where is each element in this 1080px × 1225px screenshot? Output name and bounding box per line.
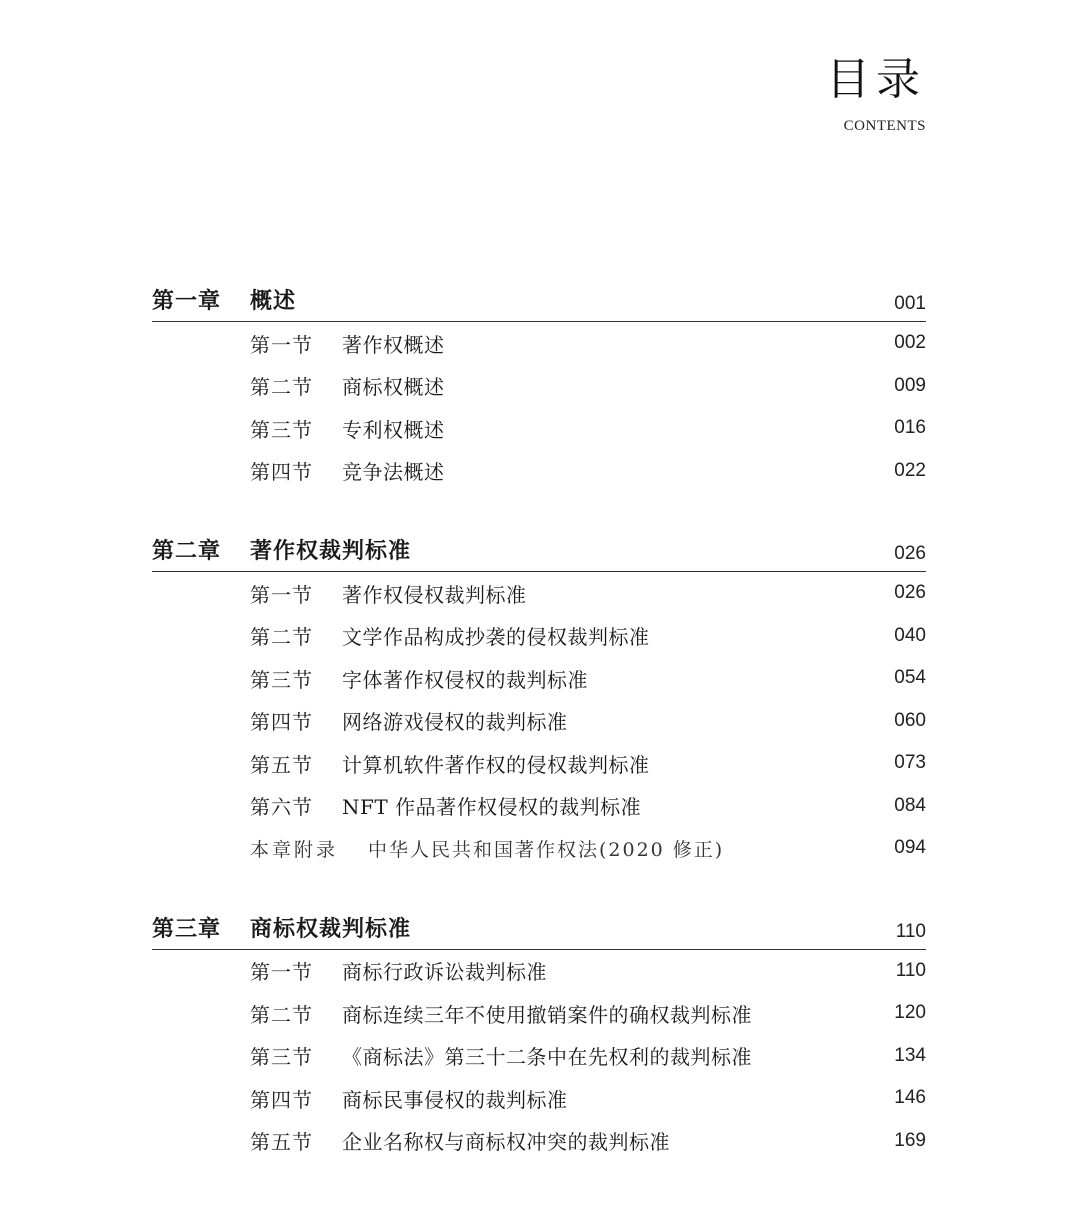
chapter-heading[interactable] <box>152 906 926 950</box>
appendix-title: 中华人民共和国著作权法(2020 修正) <box>368 838 725 861</box>
page-number: 016 <box>894 417 926 439</box>
section-number: 第四节 <box>250 710 313 735</box>
section-entry[interactable] <box>152 1120 926 1163</box>
section-number: 第三节 <box>250 1045 313 1070</box>
section-title: 著作权侵权裁判标准 <box>342 582 527 607</box>
chapter-heading[interactable] <box>152 278 926 322</box>
page-number: 054 <box>894 667 926 689</box>
table-of-contents <box>152 278 926 1198</box>
section-title: 字体著作权侵权的裁判标准 <box>342 667 588 692</box>
section-entry[interactable] <box>152 950 926 993</box>
chapter-1 <box>152 278 926 492</box>
section-number: 第五节 <box>250 1130 313 1155</box>
section-entry[interactable] <box>152 450 926 493</box>
section-entry[interactable] <box>152 322 926 365</box>
section-entry[interactable] <box>152 657 926 700</box>
chapter-number: 第三章 <box>152 915 222 942</box>
section-title: 商标民事侵权的裁判标准 <box>342 1087 568 1112</box>
section-number: 第五节 <box>250 752 313 777</box>
page-number: 110 <box>895 920 926 942</box>
section-number: 第二节 <box>250 1002 313 1027</box>
section-number: 第二节 <box>250 375 313 400</box>
section-entry[interactable] <box>152 700 926 743</box>
section-number: 第二节 <box>250 625 313 650</box>
section-entry[interactable] <box>152 1035 926 1078</box>
chapter-3 <box>152 906 926 1163</box>
section-title: 企业名称权与商标权冲突的裁判标准 <box>342 1130 670 1155</box>
section-number: 第三节 <box>250 417 313 442</box>
section-entry[interactable] <box>152 1077 926 1120</box>
chapter-title: 著作权裁判标准 <box>250 538 412 564</box>
section-entry[interactable] <box>152 365 926 408</box>
section-number: 第一节 <box>250 582 313 607</box>
page-number: 060 <box>894 709 926 731</box>
section-entry[interactable] <box>152 572 926 615</box>
page-number: 120 <box>894 1002 926 1024</box>
page-number: 009 <box>894 374 926 396</box>
section-number: 第四节 <box>250 1087 313 1112</box>
section-number: 第一节 <box>250 960 313 985</box>
chapter-title: 概述 <box>250 288 297 314</box>
section-entry[interactable] <box>152 992 926 1035</box>
page-number: 094 <box>894 837 926 859</box>
section-title: 网络游戏侵权的裁判标准 <box>342 710 568 735</box>
section-number: 第六节 <box>250 795 313 820</box>
section-entry[interactable] <box>152 742 926 785</box>
section-title: NFT 作品著作权侵权的裁判标准 <box>342 795 642 820</box>
section-number: 第四节 <box>250 460 313 485</box>
page-number: 001 <box>894 293 926 314</box>
page-number: 026 <box>894 582 926 604</box>
section-number: 第三节 <box>250 667 313 692</box>
section-title: 著作权概述 <box>342 332 445 357</box>
section-title: 计算机软件著作权的侵权裁判标准 <box>342 752 650 777</box>
appendix-entry[interactable] <box>152 827 926 870</box>
section-title: 商标连续三年不使用撤销案件的确权裁判标准 <box>342 1002 752 1027</box>
page-number: 040 <box>894 624 926 646</box>
section-entry[interactable] <box>152 407 926 450</box>
section-number: 第一节 <box>250 332 313 357</box>
section-title: 文学作品构成抄袭的侵权裁判标准 <box>342 625 650 650</box>
section-title: 《商标法》第三十二条中在先权利的裁判标准 <box>342 1045 752 1070</box>
chapter-heading[interactable] <box>152 528 926 572</box>
section-title: 专利权概述 <box>342 417 445 442</box>
page-number: 026 <box>894 543 926 564</box>
page-number: 134 <box>894 1044 926 1066</box>
chapter-title: 商标权裁判标准 <box>250 915 412 942</box>
page-number: 146 <box>894 1087 926 1109</box>
page-number: 022 <box>894 459 926 481</box>
section-entry[interactable] <box>152 785 926 828</box>
section-title: 商标行政诉讼裁判标准 <box>342 960 547 985</box>
chapter-number: 第二章 <box>152 538 222 564</box>
section-entry[interactable] <box>152 615 926 658</box>
page-number: 073 <box>894 752 926 774</box>
section-title: 商标权概述 <box>342 375 445 400</box>
page-subtitle: CONTENTS <box>843 118 926 134</box>
page-title: 目录 <box>826 54 926 105</box>
appendix-label: 本章附录 <box>250 838 339 861</box>
page-number: 002 <box>894 332 926 354</box>
chapter-number: 第一章 <box>152 288 222 314</box>
page-number: 110 <box>895 959 926 981</box>
page-number: 084 <box>894 794 926 816</box>
page-number: 169 <box>894 1129 926 1151</box>
chapter-2 <box>152 528 926 870</box>
section-title: 竞争法概述 <box>342 460 445 485</box>
toc-header <box>826 52 926 135</box>
